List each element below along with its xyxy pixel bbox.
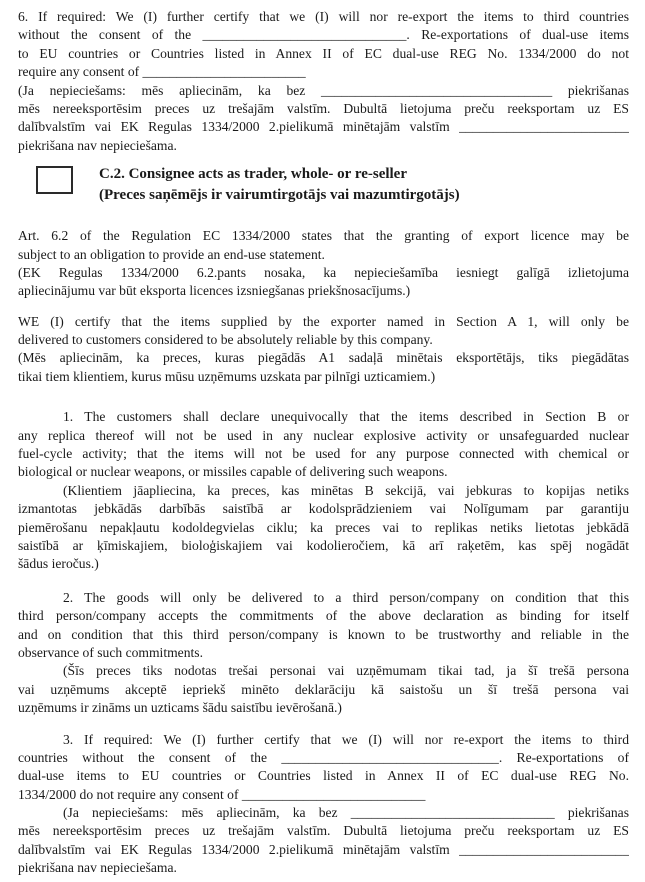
section-title-line: (Preces saņēmējs ir vairumtirgotājs vai mazumtirgotājs) xyxy=(99,186,460,203)
text-line: (Ja nepieciešams: mēs apliecinām, ka bez ______________________________ piekrišanas xyxy=(63,805,629,821)
paragraph-we-certify xyxy=(18,313,629,387)
text-line: mēs nereeksportēsim preces uz trešajām valstīm. Dubultā lietojuma preču reeksportam uz ES xyxy=(18,100,629,116)
text-line: šādus ieročus.) xyxy=(18,556,99,572)
section-title xyxy=(99,164,460,205)
text-line: fuel-cycle activity; that the items will not be used for any purpose connected with chemical or xyxy=(18,446,629,462)
text-line: 1. The customers shall declare unequivocally that the items described in Section B or xyxy=(63,409,629,425)
text-line: 1334/2000 do not require any consent of ___________________________ xyxy=(18,786,426,802)
text-line: izmantotas jebkādās darbībās saistībā ar kodolsprādzieniem vai Nolīgumam par garantiju xyxy=(18,501,629,517)
text-line: WE (I) certify that the items supplied by the exporter named in Section A 1, will only be xyxy=(18,313,629,329)
text-line: (Klientiem jāapliecina, ka preces, kas minētas B sekcijā, vai jebkuras to kopijas netiks xyxy=(63,482,629,498)
text-line: saistībā ar ķīmiskajiem, bioloģiskajiem vai kodolieročiem, kā arī raķetēm, kas spēj nogādāt xyxy=(18,537,629,553)
text-line: uzņēmums ir zināms un uzticams šādu saistību ievērošanā.) xyxy=(18,700,342,716)
text-line: 6. If required: We (I) further certify that we (I) will nor re-export the items to third countries xyxy=(18,9,629,24)
text-line: countries without the consent of the ________________________________. Re-exportations of xyxy=(18,749,629,765)
text-line: Art. 6.2 of the Regulation EC 1334/2000 states that the granting of export licence may be xyxy=(18,228,629,244)
empty-checkbox xyxy=(36,166,73,194)
text-line: tikai tiem klientiem, kurus mūsu uzņēmums uzskata par pilnīgi uzticamiem.) xyxy=(18,368,436,384)
text-line: any replica thereof will not be used in any nuclear explosive activity or unsafeguarded nuclear xyxy=(18,427,629,443)
text-line: 3. If required: We (I) further certify that we (I) will nor re-export the items to third xyxy=(63,731,629,747)
text-line: subject to an obligation to provide an end-use statement. xyxy=(18,246,325,262)
text-line: piekrišana nav nepieciešama. xyxy=(18,860,177,876)
text-line: (EK Regulas 1334/2000 6.2.pants nosaka, ka nepieciešamība iesniegt galīgā izlietojuma xyxy=(18,264,629,280)
text-line: 2. The goods will only be delivered to a third person/company on condition that this xyxy=(63,589,629,605)
text-line: (Ja nepieciešams: mēs apliecinām, ka bez __________________________________ piekrišanas xyxy=(18,82,629,98)
section-heading-section-c2 xyxy=(36,164,629,205)
text-line: third person/company accepts the commitments of the above declaration as binding for itself xyxy=(18,608,629,624)
paragraph-item-2 xyxy=(18,589,629,718)
text-line: mēs nereeksportēsim preces uz trešajām valstīm. Dubultā lietojuma preču reeksportam uz ES xyxy=(18,823,629,839)
text-line: require any consent of ________________________ xyxy=(18,64,306,80)
paragraph-item-3 xyxy=(18,731,629,878)
section-title-line: C.2. Consignee acts as trader, whole- or re-seller xyxy=(99,166,407,183)
text-line: apliecinājumu var būt eksporta licences izsniegšanas priekšnosacījums.) xyxy=(18,283,411,299)
paragraph-item-1 xyxy=(18,408,629,574)
text-line: vai uzņēmums akceptē iepriekš minēto deklarāciju kā saistošu un šī trešā persona vai xyxy=(18,681,629,697)
text-line: observance of such commitments. xyxy=(18,644,203,660)
text-line: biological or nuclear weapons, or missiles capable of delivering such weapons. xyxy=(18,464,448,480)
text-line: dalībvalstīm vai EK Regulas 1334/2000 2.pielikumā minētajām valstīm _________________________ xyxy=(18,119,629,135)
text-line: without the consent of the ______________________________. Re-exportations of dual-use items xyxy=(18,27,629,43)
text-line: (Mēs apliecinām, ka preces, kuras piegādās A1 sadaļā minētais eksportētājs, tiks piegādātas xyxy=(18,350,629,366)
text-line: (Šīs preces tiks nodotas trešai personai vai uzņēmumam tikai tad, ja šī trešā persona xyxy=(63,663,629,679)
text-line: dalībvalstīm vai EK Regulas 1334/2000 2.pielikumā minētajām valstīm _________________________ xyxy=(18,841,629,857)
text-line: dual-use items to EU countries or Countries listed in Annex II of EC dual-use REG No. xyxy=(18,768,629,784)
text-line: to EU countries or Countries listed in Annex II of EC dual-use REG No. 1334/2000 do not xyxy=(18,45,629,61)
text-line: piemērošanu nepakļautu kodoldegvielas ciklu; ka preces vai to replikas netiks lietotas jebkādā xyxy=(18,519,629,535)
paragraph-clause-6 xyxy=(18,8,629,155)
text-line: delivered to customers considered to be absolutely reliable by this company. xyxy=(18,332,433,348)
text-line: and on condition that this third person/company is known to be trustworthy and reliable in the xyxy=(18,626,629,642)
paragraph-art-6-2 xyxy=(18,227,629,301)
text-line: piekrišana nav nepieciešama. xyxy=(18,137,177,153)
